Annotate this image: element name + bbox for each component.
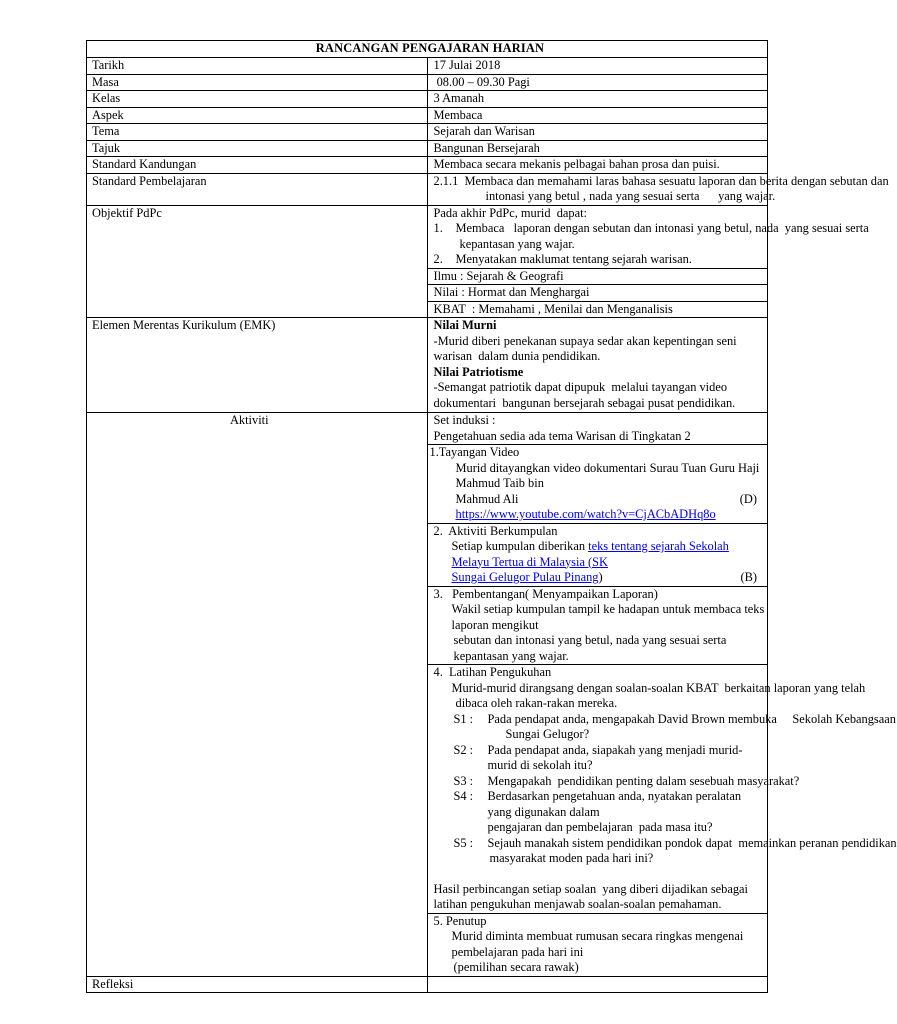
activity-3 [427, 586, 768, 665]
activity-3-line-1: Wakil setiap kumpulan tampil ke hadapan untuk membaca teks laporan mengikut [451, 602, 765, 632]
question-code: S1 : [453, 711, 474, 726]
question-text: Pada pendapat anda, siapakah yang menjadi murid-murid di sekolah itu? [487, 742, 743, 772]
emk-text-nilai-murni: -Murid diberi penekanan supaya sedar akan kepentingan seni warisan dalam dunia pendidikan. [433, 333, 743, 363]
objektif-text: Menyatakan maklumat tentang sejarah warisan. [455, 252, 692, 266]
activity-4-title: 4. Latihan Pengukuhan [433, 665, 552, 679]
value-kelas: 3 Amanah [427, 91, 768, 108]
question-text-cont: pengajaran dan pembelajaran pada masa itu? [487, 820, 713, 834]
value-nilai: Nilai : Hormat dan Menghargai [427, 285, 768, 302]
question-item [454, 743, 768, 774]
objektif-number: 1. [433, 221, 443, 235]
activity-4-summary: Hasil perbincangan setiap soalan yang diberi dijadikan sebagai latihan pengukuhan menjawab soalan-soalan pemahaman. [433, 881, 752, 911]
label-objektif: Objektif PdPc [87, 205, 428, 318]
activity-1-tag: (D) [739, 491, 757, 506]
label-tarikh: Tarikh [87, 58, 428, 75]
activity-3-line-2: sebutan dan intonasi yang betul, nada yang sesuai serta kepantasan yang wajar. [453, 633, 727, 663]
lesson-plan-table [86, 40, 897, 993]
value-tarikh: 17 Julai 2018 [427, 58, 768, 75]
question-item [453, 711, 896, 743]
question-code: S3 : [453, 773, 474, 788]
activity-2-line-2-row [434, 570, 768, 586]
activity-1-line-1: Murid ditayangkan video dokumentari Surau Tuan Guru Haji Mahmud Taib bin [455, 460, 760, 490]
set-induksi-desc: Pengetahuan sedia ada tema Warisan di Tingkatan 2 [433, 428, 691, 443]
label-aspek: Aspek [87, 107, 428, 124]
activity-4-line-2: dibaca oleh rakan-rakan mereka. [455, 696, 618, 710]
label-tema: Tema [87, 124, 428, 141]
question-item [453, 835, 897, 867]
activity-2-text-link[interactable]: teks tentang sejarah Sekolah Melayu Tertua di Malaysia (SK [451, 539, 729, 569]
document-title: RANCANGAN PENGAJARAN HARIAN [87, 41, 768, 58]
label-kelas: Kelas [87, 91, 428, 108]
question-list [434, 711, 897, 867]
activity-1-video-link[interactable]: https://www.youtube.com/watch?v=CjACbADHq8o [455, 507, 716, 521]
activity-4-line-1: Murid-murid dirangsang dengan soalan-soalan KBAT berkaitan laporan yang telah [451, 680, 866, 695]
question-text: Sejauh manakah sistem pendidikan pondok dapat memainkan peranan pendidikan [487, 835, 897, 850]
label-standard-pembelajaran: Standard Pembelajaran [87, 173, 428, 205]
question-code: S5 : [453, 835, 474, 850]
label-refleksi: Refleksi [87, 976, 428, 993]
emk-heading-nilai-murni: Nilai Murni [433, 318, 497, 332]
activity-1-line-2: Mahmud Ali [455, 491, 519, 506]
value-ilmu: Ilmu : Sejarah & Geografi [427, 268, 768, 285]
value-standard-pembelajaran [427, 173, 889, 205]
label-aktiviti: Aktiviti [87, 413, 428, 977]
value-refleksi [427, 976, 768, 993]
emk-text-patriotisme: -Semangat patriotik dapat dipupuk melalui tayangan video dokumentari bangunan bersejarah sebagai pusat pendidikan. [433, 380, 736, 410]
question-text: Pada pendapat anda, mengapakah David Brown membuka Sekolah Kebangsaan [487, 711, 896, 726]
activity-2-tag: (B) [740, 570, 757, 584]
value-tajuk: Bangunan Bersejarah [427, 140, 768, 157]
set-induksi-cell [427, 413, 768, 445]
question-code: S2 : [453, 742, 474, 757]
activity-5-title: 5. Penutup [433, 913, 487, 928]
value-tema: Sejarah dan Warisan [427, 124, 768, 141]
activity-2-close-paren: ) [598, 570, 603, 584]
label-masa: Masa [87, 74, 428, 91]
activity-5-line-2: (pemilihan secara rawak) [453, 960, 579, 974]
activity-2-line-1: Setiap kumpulan diberikan [451, 539, 589, 553]
label-standard-kandungan: Standard Kandungan [87, 157, 428, 174]
activity-1 [427, 445, 768, 524]
objektif-number: 2. [433, 252, 443, 266]
label-tajuk: Tajuk [87, 140, 428, 157]
activity-2 [427, 523, 768, 586]
value-standard-kandungan: Membaca secara mekanis pelbagai bahan prosa dan puisi. [427, 157, 768, 174]
objektif-intro: Pada akhir PdPc, murid dapat: [433, 205, 587, 220]
activity-4 [427, 665, 897, 914]
activity-1-title: 1.Tayangan Video [429, 445, 520, 459]
activity-2-line-1-row [434, 539, 768, 570]
value-masa: 08.00 – 09.30 Pagi [427, 74, 768, 91]
activity-3-title: 3. Pembentangan( Menyampaikan Laporan) [433, 586, 658, 601]
activity-2-text-link-cont[interactable]: Sungai Gelugor Pulau Pinang [451, 570, 599, 584]
value-objektif [427, 205, 869, 268]
objektif-text-cont: kepantasan yang wajar. [459, 236, 575, 251]
objektif-text: Membaca laporan dengan sebutan dan intonasi yang betul, nada yang sesuai serta [455, 221, 869, 235]
question-text: Mengapakah pendidikan penting dalam sesebuah masyarakat? [487, 773, 800, 788]
value-emk [427, 318, 768, 413]
question-text-cont: Sungai Gelugor? [505, 727, 590, 741]
emk-heading-patriotisme: Nilai Patriotisme [433, 364, 524, 379]
value-aspek: Membaca [427, 107, 768, 124]
objektif-item [434, 252, 768, 268]
question-code: S4 : [453, 789, 474, 803]
question-item [454, 789, 768, 836]
question-item [453, 773, 800, 790]
label-emk: Elemen Merentas Kurikulum (EMK) [87, 318, 428, 413]
question-text: Berdasarkan pengetahuan anda, nyatakan peralatan yang digunakan dalam [487, 789, 742, 819]
sp-line-2: intonasi yang betul , nada yang sesuai serta yang wajar. [485, 189, 776, 203]
set-induksi-title: Set induksi : [433, 413, 496, 427]
activity-5 [427, 913, 768, 976]
sp-line-1: 2.1.1 Membaca dan memahami laras bahasa sesuatu laporan dan berita dengan sebutan dan [433, 173, 889, 188]
value-kbat: KBAT : Memahami , Menilai dan Menganalisis [427, 301, 768, 318]
activity-1-line-2-row [430, 492, 768, 508]
activity-2-title: 2. Aktiviti Berkumpulan [433, 523, 558, 538]
question-text-cont: masyarakat moden pada hari ini? [489, 851, 654, 865]
objektif-item [433, 221, 869, 252]
activity-5-line-1: Murid diminta membuat rumusan secara ringkas mengenai pembelajaran pada hari ini [451, 929, 744, 959]
